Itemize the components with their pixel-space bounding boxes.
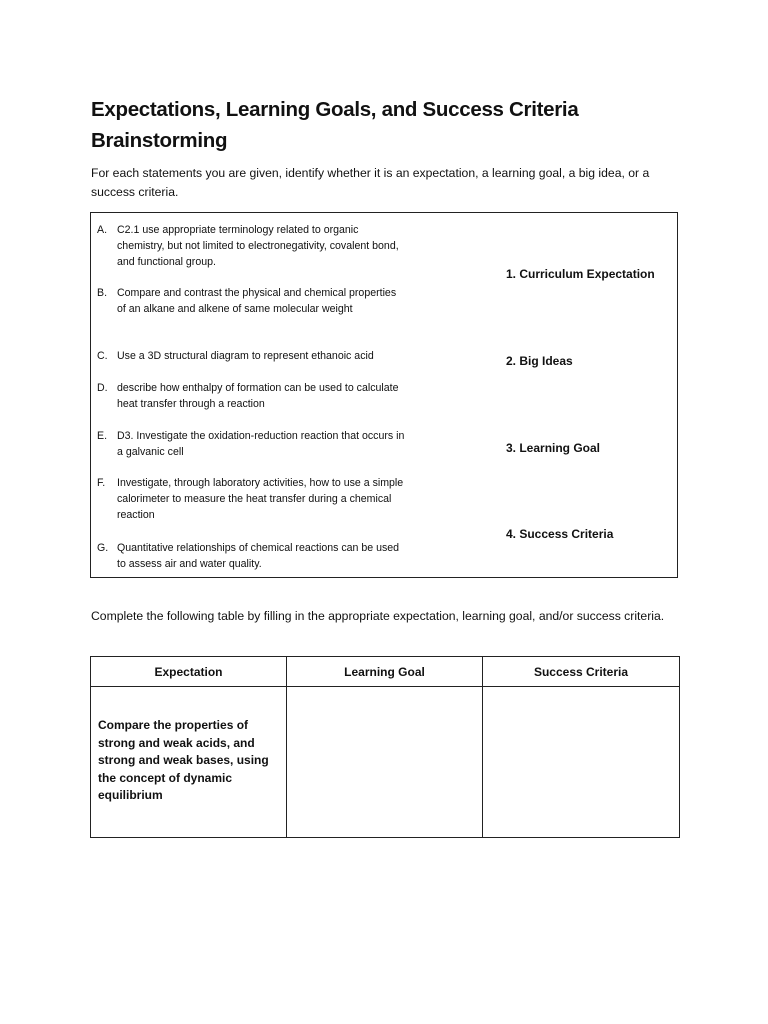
header-expectation: Expectation xyxy=(91,657,287,687)
statement-letter: G. xyxy=(97,542,109,554)
expectation-cell xyxy=(91,687,287,838)
category-curriculum-expectation: 1. Curriculum Expectation xyxy=(506,267,655,281)
statement-letter: B. xyxy=(97,287,108,299)
success-criteria-cell[interactable] xyxy=(483,687,680,838)
learning-goal-cell[interactable] xyxy=(287,687,483,838)
statement-text: describe how enthalpy of formation can be used to calculate heat transfer through a reaction xyxy=(117,382,399,410)
header-success-criteria: Success Criteria xyxy=(483,657,680,687)
statement-letter: E. xyxy=(97,430,108,442)
table-instructions: Complete the following table by filling in the appropriate expectation, learning goal, and/or success criteria. xyxy=(91,609,665,623)
page-title xyxy=(91,94,691,156)
category-big-ideas: 2. Big Ideas xyxy=(506,354,573,368)
table-header-row xyxy=(91,657,680,687)
statement-text: D3. Investigate the oxidation-reduction reaction that occurs in a galvanic cell xyxy=(117,430,405,458)
statement-letter: A. xyxy=(97,224,108,236)
category-learning-goal: 3. Learning Goal xyxy=(506,441,601,455)
header-learning-goal: Learning Goal xyxy=(287,657,483,687)
statement-text: Compare and contrast the physical and chemical properties of an alkane and alkene of same molecular weight xyxy=(117,287,397,315)
criteria-table xyxy=(90,656,680,838)
statement-letter: D. xyxy=(97,382,108,394)
statement-letter: F. xyxy=(97,477,106,489)
table-row xyxy=(91,687,680,838)
title-line-1: Expectations, Learning Goals, and Success Criteria xyxy=(91,98,579,121)
statement-text: Use a 3D structural diagram to represent ethanoic acid xyxy=(117,350,374,362)
intro-paragraph: For each statements you are given, identify whether it is an expectation, a learning goal, a big idea, or a success criteria. xyxy=(91,166,650,199)
statement-text: Quantitative relationships of chemical reactions can be used to assess air and water quality. xyxy=(117,542,400,570)
statement-text: Investigate, through laboratory activities, how to use a simple calorimeter to measure the heat transfer during a chemical reaction xyxy=(117,477,404,521)
title-line-2: Brainstorming xyxy=(91,129,228,152)
statement-letter: C. xyxy=(97,350,108,362)
expectation-text: Compare the properties of strong and weak acids, and strong and weak bases, using the concept of dynamic equilibrium xyxy=(98,718,269,802)
statement-text: C2.1 use appropriate terminology related to organic chemistry, but not limited to electronegativity, covalent bond, and functional group. xyxy=(117,224,399,268)
category-success-criteria: 4. Success Criteria xyxy=(506,527,614,541)
statements-box xyxy=(90,212,678,578)
